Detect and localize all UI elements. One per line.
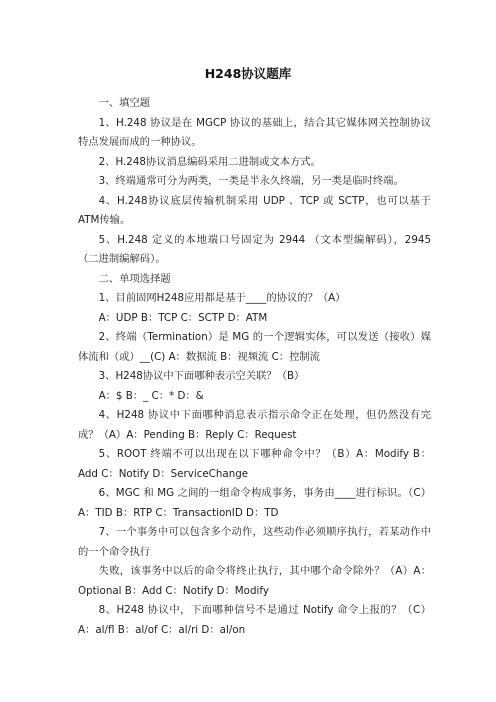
- document-title: H248协议题库: [204, 66, 292, 81]
- question-paragraph: 1、H.248 协议是在 MGCP 协议的基础上，结合其它媒体网关控制协议特点发展而成的一种协议。: [78, 116, 431, 148]
- question-paragraph: 8、H248 协议中，下面哪种信号不是通过 Notify 命令上报的？（C）A：al/fl B：al/of C：al/ri D：al/on: [78, 604, 431, 636]
- question-paragraph: 4、H248 协议中下面哪种消息表示指示命令正在处理，但仍然没有完成？（A）A：Pending B：Reply C：Request: [78, 409, 431, 441]
- section-heading-fill-in: 一、填空题: [98, 97, 151, 109]
- question-paragraph: 6、MGC 和 MG 之间的一组命令构成事务，事务由____进行标识。（C）A：TID B：RTP C：TransactionID D：TD: [78, 487, 431, 519]
- question-paragraph: 5、H.248 定义的本地端口号固定为 2944 （文本型编解码），2945 （二进制编解码）。: [78, 233, 431, 265]
- question-paragraph: 1、目前固网H248应用都是基于____的协议的？（A）: [98, 292, 346, 304]
- question-paragraph: 失败，该事务中以后的命令将终止执行，其中哪个命令除外？（A）A：Optional B：Add C：Notify D：Modify: [78, 565, 431, 597]
- question-paragraph: 7、一个事务中可以包含多个动作，这些动作必须顺序执行，若某动作中的一个命令执行: [78, 526, 431, 558]
- section-heading-single-choice: 二、单项选择题: [98, 272, 171, 285]
- document-body: [78, 94, 431, 640]
- question-paragraph: 3、终端通常可分为两类，一类是半永久终端，另一类是临时终端。: [98, 175, 404, 187]
- answer-options: A：$ B：_ C：* D：&: [98, 389, 204, 402]
- question-paragraph: 2、H.248协议消息编码采用二进制或文本方式。: [98, 155, 321, 168]
- question-paragraph: 4、H.248协议底层传输机制采用 UDP 、TCP 或 SCTP，也可以基于ATM传输。: [78, 194, 431, 226]
- question-paragraph: 5、ROOT 终端不可以出现在以下哪种命令中？（B）A：Modify B：Add C：Notify D：ServiceChange: [78, 448, 431, 480]
- answer-options: A：UDP B：TCP C：SCTP D：ATM: [98, 311, 268, 324]
- question-paragraph: 2、终端（Termination）是 MG 的一个逻辑实体，可以发送（接收）媒体流和（或）__(C) A：数据流 B：视频流 C：控制流: [78, 331, 431, 363]
- question-paragraph: 3、H248协议中下面哪种表示空关联？（B）: [98, 370, 305, 382]
